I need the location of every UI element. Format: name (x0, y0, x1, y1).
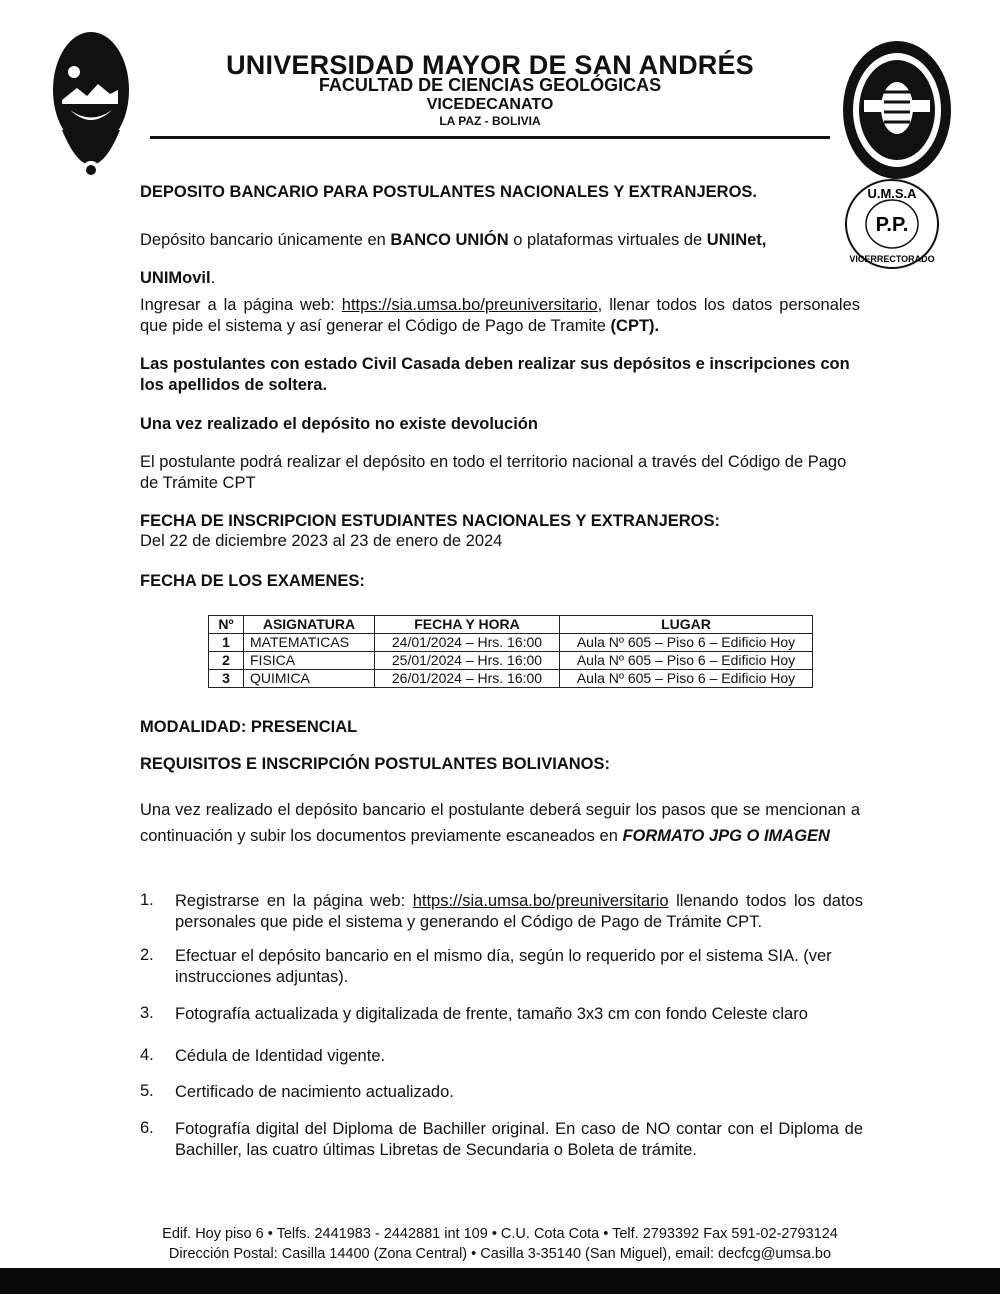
requirements-intro (140, 797, 860, 849)
stamp-top-text: U.M.S.A (867, 186, 917, 201)
table-row (209, 670, 813, 688)
header-rule (150, 136, 830, 139)
deposit-title: DEPOSITO BANCARIO PARA POSTULANTES NACIONALES Y EXTRANJEROS. (140, 183, 757, 201)
stamp-bottom-text: VICERRECTORADO (849, 254, 935, 264)
deposit-text-2: o plataformas virtuales de (508, 231, 707, 249)
table-cell: 24/01/2024 – Hrs. 16:00 (375, 634, 560, 652)
footer-line-2: Dirección Postal: Casilla 14400 (Zona Central) • Casilla 3-35140 (San Miguel), email: decfcg@umsa.bo (168, 1246, 832, 1262)
faculty-title: FACULTAD DE CIENCIAS GEOLÓGICAS (318, 75, 662, 95)
enroll-title: FECHA DE INSCRIPCION ESTUDIANTES NACIONALES Y EXTRANJEROS: (140, 512, 721, 530)
table-cell: 25/01/2024 – Hrs. 16:00 (375, 652, 560, 670)
territory-note: El postulante podrá realizar el depósito en todo el territorio nacional a través del Código de Pago de Trámite CPT (140, 453, 847, 492)
platform-unimovil: UNIMovil (140, 269, 211, 287)
deposit-text-end: . (210, 269, 216, 287)
stamp-center-text: P.P. (875, 214, 909, 236)
requirements-text: Una vez realizado el depósito bancario el postulante deberá seguir los pasos que se mencionan a continuación y subir los documentos previamente escaneados en (140, 801, 860, 845)
step-item (175, 891, 863, 933)
step-item: Certificado de nacimiento actualizado. (175, 1083, 454, 1101)
table-cell: 2 (209, 652, 244, 670)
step-number: 4. (140, 1046, 154, 1064)
web-text-2: , llenar todos los datos personales que pide el sistema y así generar el Código de Pago de Tramite (140, 296, 860, 335)
step-item: Cédula de Identidad vigente. (175, 1047, 386, 1065)
step-text: Registrarse en la página web: (175, 892, 413, 910)
header-cell: FECHA Y HORA (375, 616, 560, 634)
table-cell: Aula Nº 605 – Piso 6 – Edificio Hoy (560, 670, 813, 688)
header-cell: ASIGNATURA (244, 616, 375, 634)
bottom-bar (0, 1268, 1000, 1294)
requirements-title: REQUISITOS E INSCRIPCIÓN POSTULANTES BOLIVIANOS: (140, 755, 610, 773)
table-header-row (209, 616, 813, 634)
deposit-paragraph (140, 221, 860, 297)
sia-link[interactable]: https://sia.umsa.bo/preuniversitario (341, 296, 598, 314)
step-item: Fotografía actualizada y digitalizada de frente, tamaño 3x3 cm con fondo Celeste claro (175, 1005, 808, 1023)
no-refund-note: Una vez realizado el depósito no existe devolución (140, 415, 538, 433)
bank-name: BANCO UNIÓN (390, 231, 509, 249)
step-item: Efectuar el depósito bancario en el mismo día, según lo requerido por el sistema SIA. (ver instrucciones adjuntas). (175, 947, 832, 986)
footer-line-1: Edif. Hoy piso 6 • Telfs. 2441983 - 2442881 int 109 • C.U. Cota Cota • Telf. 2793392 Fax 591-02-2793124 (162, 1226, 838, 1242)
office-title: VICEDECANATO (426, 96, 554, 113)
table-cell: Aula Nº 605 – Piso 6 – Edificio Hoy (560, 652, 813, 670)
table-row (209, 652, 813, 670)
city-title: LA PAZ - BOLIVIA (439, 114, 541, 128)
step-number: 5. (140, 1082, 154, 1100)
married-note: Las postulantes con estado Civil Casada deben realizar sus depósitos e inscripciones con los apellidos de soltera. (140, 355, 850, 394)
step-number: 1. (140, 891, 154, 909)
format-label: FORMATO JPG O IMAGEN (622, 827, 830, 845)
faculty-seal-icon (842, 40, 952, 180)
university-title: UNIVERSIDAD MAYOR DE SAN ANDRÉS (226, 50, 754, 80)
umsa-seal-icon (52, 30, 130, 190)
table-row (209, 634, 813, 652)
table-cell: FISICA (244, 652, 375, 670)
step-number: 3. (140, 1004, 154, 1022)
enroll-dates: Del 22 de diciembre 2023 al 23 de enero de 2024 (140, 532, 503, 550)
step-item: Fotografía digital del Diploma de Bachiller original. En caso de NO contar con el Diploma de Bachiller, las cuatro últimas Libretas de Secundaria o Boleta de trámite. (175, 1120, 863, 1159)
web-paragraph (140, 295, 860, 337)
web-text: Ingresar a la página web: (140, 296, 342, 314)
modality-title: MODALIDAD: PRESENCIAL (140, 718, 358, 736)
table-cell: 3 (209, 670, 244, 688)
exam-table (208, 615, 813, 688)
table-cell: 1 (209, 634, 244, 652)
step-number: 2. (140, 946, 154, 964)
header-cell: Nº (209, 616, 244, 634)
table-cell: QUIMICA (244, 670, 375, 688)
deposit-text: Depósito bancario únicamente en (140, 231, 391, 249)
header-cell: LUGAR (560, 616, 813, 634)
sia-link[interactable]: https://sia.umsa.bo/preuniversitario (412, 892, 669, 910)
platform-uninet: UNINet, (706, 231, 767, 249)
exam-title: FECHA DE LOS EXAMENES: (140, 572, 365, 590)
table-cell: 26/01/2024 – Hrs. 16:00 (375, 670, 560, 688)
cpt-label: (CPT). (610, 317, 660, 335)
table-cell: Aula Nº 605 – Piso 6 – Edificio Hoy (560, 634, 813, 652)
table-cell: MATEMATICAS (244, 634, 375, 652)
step-number: 6. (140, 1119, 154, 1137)
step-text-2: llenando todos los datos personales que pide el sistema y generando el Código de Pago de Trámite CPT. (175, 892, 863, 931)
